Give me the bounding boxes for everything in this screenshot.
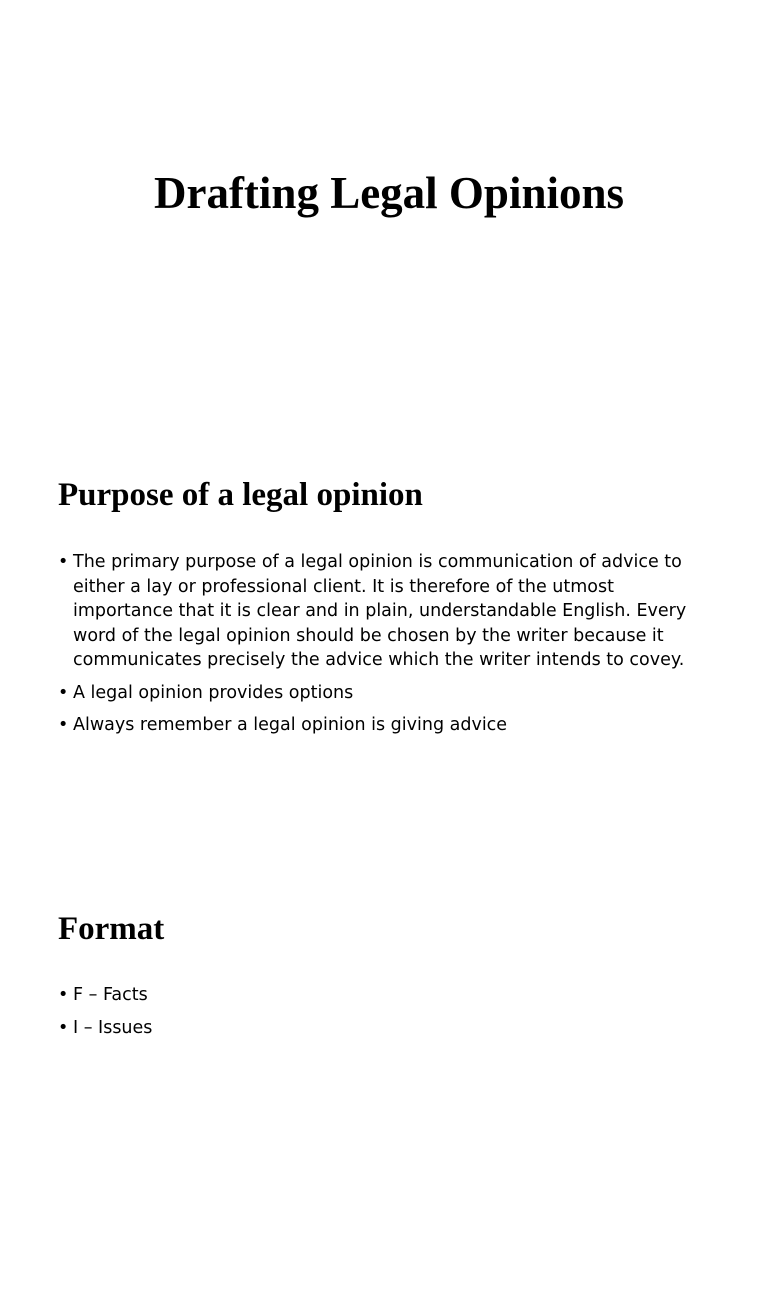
- format-slide: [0, 880, 768, 1312]
- bullet-text: I – Issues: [73, 1017, 153, 1038]
- bullet-icon: •: [58, 552, 69, 572]
- bullet-text: A legal opinion provides options: [73, 682, 354, 703]
- bullet-item: [58, 983, 708, 1008]
- purpose-slide-title: Purpose of a legal opinion: [58, 477, 423, 513]
- purpose-slide: [0, 440, 768, 872]
- bullet-icon: •: [58, 682, 69, 703]
- bullet-item: [58, 713, 708, 738]
- title-slide: [0, 0, 768, 432]
- bullet-text: F – Facts: [73, 985, 148, 1005]
- format-slide-title: Format: [58, 911, 165, 947]
- bullet-icon: •: [58, 1017, 69, 1038]
- purpose-bullet-list: [58, 550, 708, 746]
- bullet-text: Always remember a legal opinion is giving advice: [73, 715, 508, 735]
- bullet-item: [58, 550, 708, 673]
- bullet-item: [58, 1016, 708, 1041]
- presentation-title: Drafting Legal Opinions: [153, 168, 625, 218]
- bullet-icon: •: [58, 985, 69, 1005]
- format-bullet-list: [58, 983, 708, 1048]
- bullet-item: [58, 681, 708, 706]
- bullet-icon: •: [58, 715, 69, 735]
- bullet-text: The primary purpose of a legal opinion is communication of advice to either a lay or professional client. It is therefore of the utmost importance that it is clear and in plain, understandable English. Every word of the legal opinion should be chosen by the writer because it communicates precisely the advice which the writer intends to covey.: [73, 552, 687, 670]
